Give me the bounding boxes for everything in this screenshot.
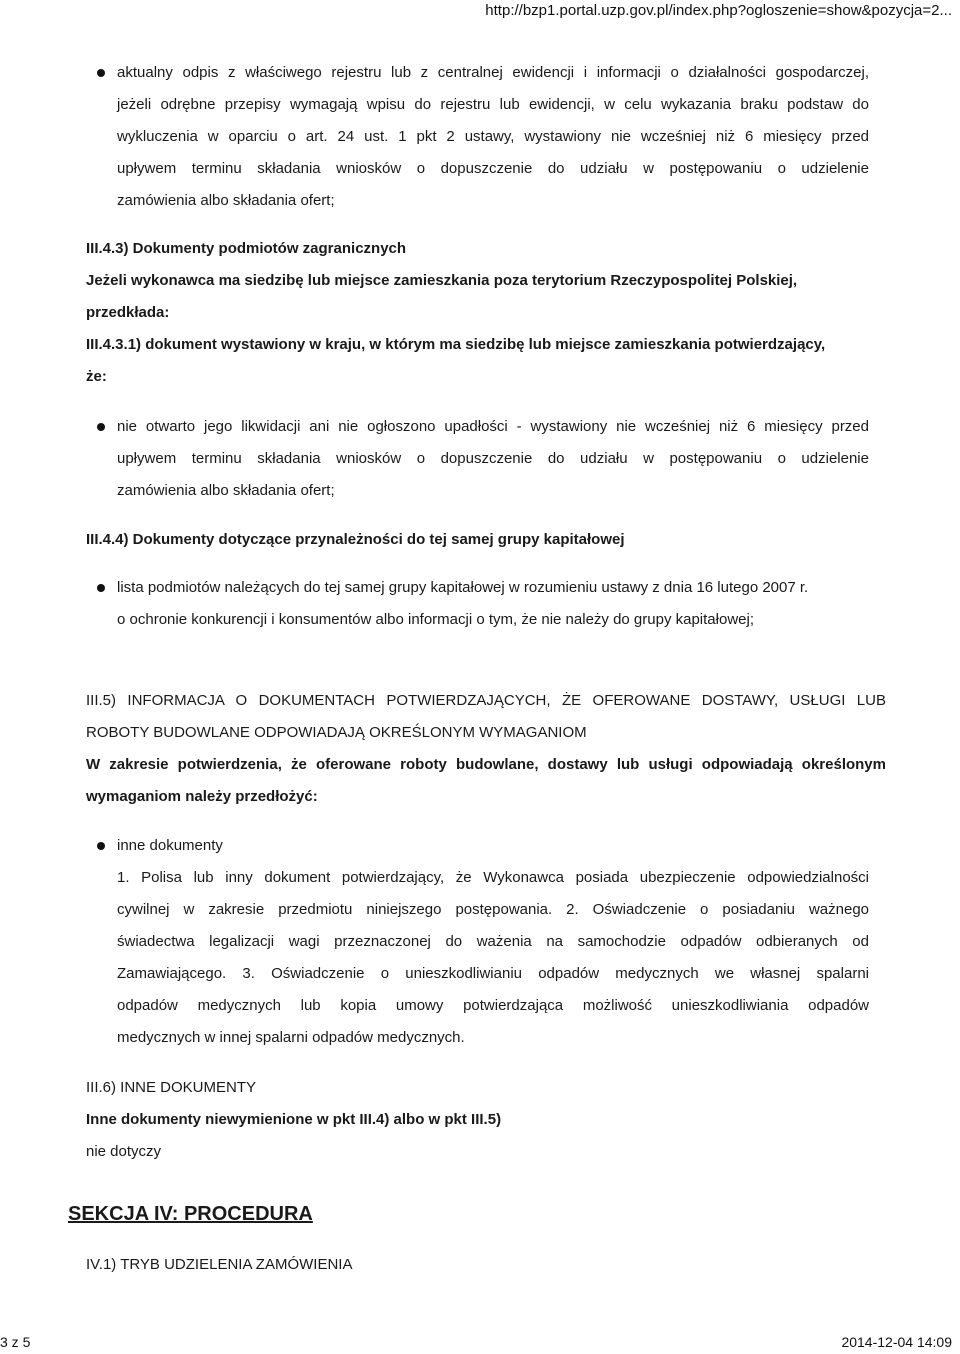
text-line: lista podmiotów należących do tej samej grupy kapitałowej w rozumieniu ustawy z dnia 16 lutego 2007 r.	[117, 579, 809, 596]
section-iii-6	[86, 1072, 886, 1168]
text-line: aktualny odpis z właściwego rejestru lub z centralnej ewidencji i informacji o działalności gospodarczej,	[117, 64, 869, 81]
bullet-dot	[97, 842, 105, 850]
section-subheading: Jeżeli wykonawca ma siedzibę lub miejsce zamieszkania poza terytorium Rzeczypospolitej Polskiej,	[86, 272, 798, 289]
section-subheading: wymaganiom należy przedłożyć:	[86, 788, 318, 805]
text-line: odpadów medycznych lub kopia umowy potwierdzająca możliwość unieszkodliwiania odpadów	[117, 997, 869, 1014]
page-url: http://bzp1.portal.uzp.gov.pl/index.php?ogloszenie=show&pozycja=2...	[485, 2, 952, 19]
text-line: 1. Polisa lub inny dokument potwierdzający, że Wykonawca posiada ubezpieczenie odpowiedzialności	[117, 869, 869, 886]
bullet-item-registry-extract	[117, 57, 869, 217]
section-iii-4-4	[86, 524, 886, 556]
section-iii-5	[86, 685, 886, 813]
section-iv-1	[86, 1249, 886, 1281]
bullet-item-capital-group	[117, 572, 869, 636]
section-subheading: W zakresie potwierdzenia, że oferowane roboty budowlane, dostawy lub usługi odpowiadają określonym	[86, 756, 886, 773]
text-line: wykluczenia w oparciu o art. 24 ust. 1 pkt 2 ustawy, wystawiony nie wcześniej niż 6 miesięcy przed	[117, 128, 869, 145]
bullet-dot	[97, 69, 105, 77]
section-point: że:	[86, 368, 107, 385]
section-value: nie dotyczy	[86, 1143, 162, 1160]
section-heading: III.5) INFORMACJA O DOKUMENTACH POTWIERDZAJĄCYCH, ŻE OFEROWANE DOSTAWY, USŁUGI LUB	[86, 692, 886, 709]
bullet-item-other-documents	[117, 830, 869, 1054]
print-datetime: 2014-12-04 14:09	[841, 1334, 952, 1350]
text-line: zamówienia albo składania ofert;	[117, 482, 335, 499]
section-iv-heading: SEKCJA IV: PROCEDURA	[68, 1203, 313, 1225]
section-heading: ROBOTY BUDOWLANE ODPOWIADAJĄ OKREŚLONYM WYMAGANIOM	[86, 724, 587, 741]
text-line: Zamawiającego. 3. Oświadczenie o unieszkodliwianiu odpadów medycznych we własnej spalarni	[117, 965, 869, 982]
text-line: świadectwa legalizacji wagi przeznaczonej do ważenia na samochodzie odpadów odbieranych od	[117, 933, 869, 950]
section-point: III.4.3.1) dokument wystawiony w kraju, w którym ma siedzibę lub miejsce zamieszkania potwierdzający,	[86, 336, 826, 353]
text-line: medycznych w innej spalarni odpadów medycznych.	[117, 1029, 465, 1046]
text-line: nie otwarto jego likwidacji ani nie ogłoszono upadłości - wystawiony nie wcześniej niż 6 miesięcy przed	[117, 418, 869, 435]
bullet-dot	[97, 423, 105, 431]
bullet-label: inne dokumenty	[117, 837, 223, 854]
section-heading: III.4.4) Dokumenty dotyczące przynależności do tej samej grupy kapitałowej	[86, 531, 625, 548]
text-line: jeżeli odrębne przepisy wymagają wpisu do rejestru lub ewidencji, w celu wykazania braku podstaw do	[117, 96, 869, 113]
text-line: cywilnej w zakresie przedmiotu niniejszego postępowania. 2. Oświadczenie o posiadaniu ważnego	[117, 901, 869, 918]
section-heading: III.4.3) Dokumenty podmiotów zagranicznych	[86, 240, 407, 257]
section-subheading: przedkłada:	[86, 304, 170, 321]
section-subheading: IV.1) TRYB UDZIELENIA ZAMÓWIENIA	[86, 1256, 353, 1273]
section-heading: III.6) INNE DOKUMENTY	[86, 1079, 257, 1096]
section-iii-4-3	[86, 233, 886, 393]
text-line: zamówienia albo składania ofert;	[117, 192, 335, 209]
bullet-dot	[97, 584, 105, 592]
bullet-item-no-liquidation	[117, 411, 869, 507]
text-line: upływem terminu składania wniosków o dopuszczenie do udziału w postępowaniu o udzielenie	[117, 450, 869, 467]
text-line: upływem terminu składania wniosków o dopuszczenie do udziału w postępowaniu o udzielenie	[117, 160, 869, 177]
section-subheading: Inne dokumenty niewymienione w pkt III.4) albo w pkt III.5)	[86, 1111, 502, 1128]
text-line: o ochronie konkurencji i konsumentów albo informacji o tym, że nie należy do grupy kapitałowej;	[117, 611, 754, 628]
page-number: 3 z 5	[0, 1334, 31, 1350]
